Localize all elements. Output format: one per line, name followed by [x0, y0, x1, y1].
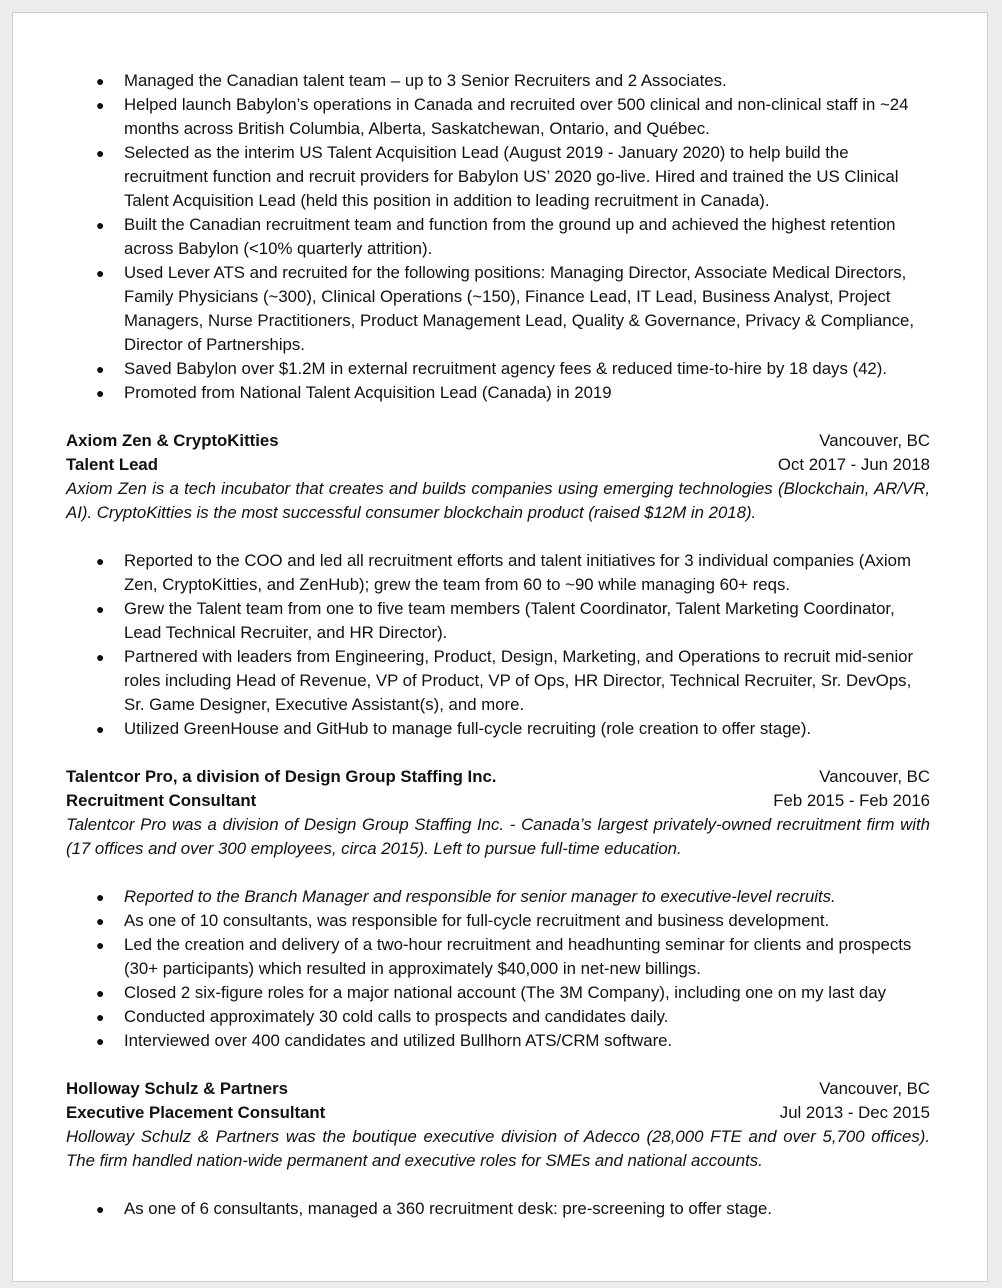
list-item: ● Managed the Canadian talent team – up to 3 Senior Recruiters and 2 Associates. — [66, 69, 930, 93]
job-dates: Feb 2015 - Feb 2016 — [773, 791, 930, 810]
job-talentcor-pro — [66, 765, 930, 1053]
company-name: Talentcor Pro, a division of Design Group Staffing Inc. — [66, 767, 497, 786]
list-item: ● Reported to the Branch Manager and responsible for senior manager to executive-level recruits. — [66, 885, 930, 909]
job-bullet-list — [66, 1197, 930, 1221]
list-item: ● Led the creation and delivery of a two-hour recruitment and headhunting seminar for clients and prospects (30+ participants) which resulted in approximately $40,000 in net-new billings. — [96, 935, 912, 978]
bullet-icon: ● — [96, 1033, 105, 1049]
babylon-bullet-list — [66, 69, 930, 405]
bullet-icon: ● — [96, 1009, 105, 1025]
list-item: ● Closed 2 six-figure roles for a major national account (The 3M Company), including one on my last day — [66, 981, 930, 1005]
job-dates: Jul 2013 - Dec 2015 — [779, 1103, 930, 1122]
bullet-icon: ● — [96, 361, 105, 377]
list-item: ● Utilized GreenHouse and GitHub to manage full-cycle recruiting (role creation to offer stage). — [66, 717, 930, 741]
job-location: Vancouver, BC — [819, 767, 930, 786]
bullet-icon: ● — [96, 265, 105, 281]
company-description: Talentcor Pro was a division of Design Group Staffing Inc. - Canada’s largest privately-owned recruitment firm with (17 offices and over 300 employees, circa 2015). Left to pursue full-time education. — [66, 815, 930, 858]
bullet-icon: ● — [96, 145, 105, 161]
bullet-icon: ● — [96, 601, 105, 617]
list-item: ● As one of 6 consultants, managed a 360 recruitment desk: pre-screening to offer stage. — [66, 1197, 930, 1221]
bullet-icon: ● — [96, 937, 105, 953]
list-item: ● Built the Canadian recruitment team and function from the ground up and achieved the highest retention across Babylon (<10% quarterly attrition). — [96, 215, 896, 258]
job-axiom-zen — [66, 429, 930, 741]
bullet-icon: ● — [96, 889, 105, 905]
bullet-icon: ● — [96, 721, 105, 737]
bullet-icon: ● — [96, 649, 105, 665]
list-item: ● As one of 10 consultants, was responsible for full-cycle recruitment and business development. — [66, 909, 930, 933]
company-description: Holloway Schulz & Partners was the boutique executive division of Adecco (28,000 FTE and over 5,700 offices). The firm handled nation-wide permanent and executive roles for SMEs and national accounts. — [66, 1127, 930, 1170]
list-item: ● Selected as the interim US Talent Acquisition Lead (August 2019 - January 2020) to help build the recruitment function and recruit providers for Babylon US’ 2020 go-live. Hired and trained the US Clinical Talent Acquisition Lead (held this position in addition to leading recruitment in Canada). — [96, 143, 899, 210]
job-title: Talent Lead — [66, 455, 159, 474]
bullet-icon: ● — [96, 913, 105, 929]
list-item: ● Promoted from National Talent Acquisition Lead (Canada) in 2019 — [66, 381, 930, 405]
list-item: ● Interviewed over 400 candidates and utilized Bullhorn ATS/CRM software. — [66, 1029, 930, 1053]
list-item: ● Partnered with leaders from Engineering, Product, Design, Marketing, and Operations to recruit mid-senior roles including Head of Revenue, VP of Product, VP of Ops, HR Director, Technical Recruiter, Sr. DevOps, Sr. Game Designer, Executive Assistant(s), and more. — [96, 647, 914, 714]
list-item: ● Conducted approximately 30 cold calls to prospects and candidates daily. — [66, 1005, 930, 1029]
list-item: ● Helped launch Babylon’s operations in Canada and recruited over 500 clinical and non-clinical staff in ~24 months across British Columbia, Alberta, Saskatchewan, Ontario, and Québec. — [96, 95, 909, 138]
job-title: Executive Placement Consultant — [66, 1103, 326, 1122]
list-item: ● Saved Babylon over $1.2M in external recruitment agency fees & reduced time-to-hire by 18 days (42). — [66, 357, 930, 381]
job-location: Vancouver, BC — [819, 431, 930, 450]
job-bullet-list — [66, 885, 930, 1053]
job-dates: Oct 2017 - Jun 2018 — [777, 455, 930, 474]
bullet-icon: ● — [96, 985, 105, 1001]
bullet-icon: ● — [96, 1201, 105, 1217]
job-title: Recruitment Consultant — [66, 791, 257, 810]
document-page — [12, 12, 988, 1282]
bullet-icon: ● — [96, 97, 105, 113]
job-location: Vancouver, BC — [819, 1079, 930, 1098]
bullet-icon: ● — [96, 553, 105, 569]
company-name: Holloway Schulz & Partners — [66, 1079, 288, 1098]
job-bullet-list — [66, 549, 930, 741]
list-item: ● Reported to the COO and led all recruitment efforts and talent initiatives for 3 individual companies (Axiom Zen, CryptoKitties, and ZenHub); grew the team from 60 to ~90 while managing 60+ reqs. — [96, 551, 911, 594]
list-item: ● Grew the Talent team from one to five team members (Talent Coordinator, Talent Marketing Coordinator, Lead Technical Recruiter, and HR Director). — [96, 599, 895, 642]
bullet-icon: ● — [96, 73, 105, 89]
bullet-icon: ● — [96, 217, 105, 233]
bullet-icon: ● — [96, 385, 105, 401]
company-description: Axiom Zen is a tech incubator that creates and builds companies using emerging technologies (Blockchain, AR/VR, AI). CryptoKitties is the most successful consumer blockchain product (raised $12M in 2018). — [66, 479, 930, 522]
job-holloway-schulz — [66, 1077, 930, 1221]
resume-content — [66, 69, 930, 1221]
company-name: Axiom Zen & CryptoKitties — [66, 431, 279, 450]
list-item: ● Used Lever ATS and recruited for the following positions: Managing Director, Associate Medical Directors, Family Physicians (~300), Clinical Operations (~150), Finance Lead, IT Lead, Business Analyst, Project Managers, Nurse Practitioners, Product Management Lead, Quality & Governance, Privacy & Compliance, Director of Partnerships. — [96, 263, 915, 354]
